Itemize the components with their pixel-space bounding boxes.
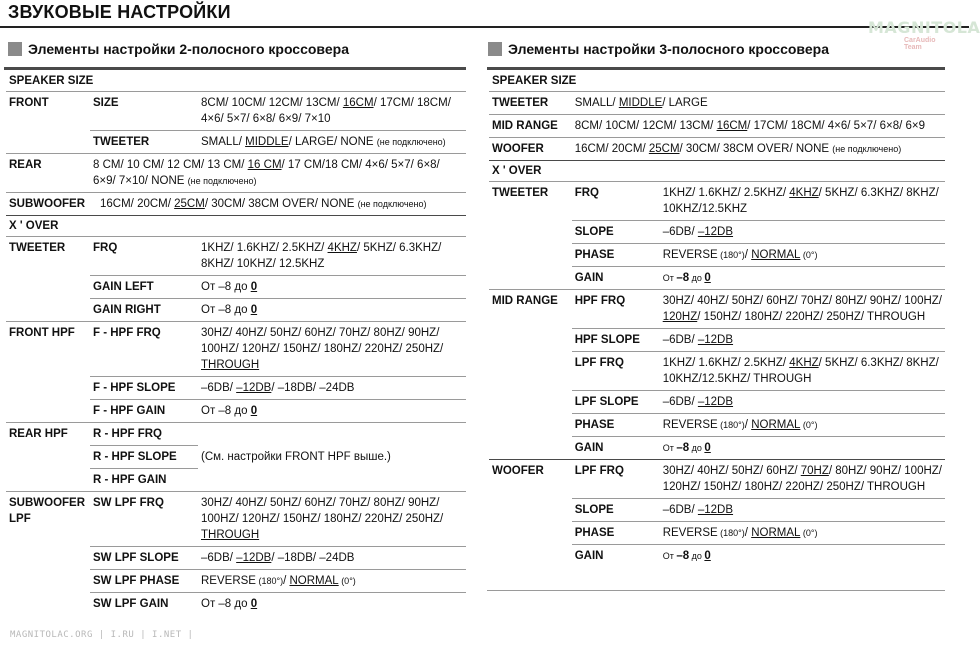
- row-woofer: WOOFER: [489, 138, 572, 161]
- table-row: [489, 92, 945, 115]
- table-row: [6, 237, 466, 276]
- right-section-heading: [488, 41, 829, 57]
- row-rear-hpf: REAR HPF: [6, 423, 90, 492]
- value-phase: REVERSE (180°)/ NORMAL (0°): [660, 522, 945, 545]
- value-f-hpf-gain: От –8 до 0: [198, 400, 466, 423]
- value-f-hpf-slope: –6DB/ –12DB/ –18DB/ –24DB: [198, 377, 466, 400]
- param-hpf-frq: HPF FRQ: [572, 290, 660, 329]
- row-subwoofer-lpf: SUBWOOFER LPF: [6, 492, 90, 616]
- value-tweeter: SMALL/ MIDDLE/ LARGE: [572, 92, 945, 115]
- param-phase: PHASE: [572, 522, 660, 545]
- two-way-crossover-table: [6, 71, 466, 615]
- site-logo: [868, 18, 980, 52]
- value-subwoofer: 16CM/ 20CM/ 25CM/ 30CM/ 38CM OVER/ NONE (не подключено): [90, 193, 466, 216]
- left-heading-text: Элементы настройки 2-полосного кроссовера: [28, 41, 349, 57]
- watermark: MAGNITOLAC.ORG | I.RU | I.NET |: [10, 630, 194, 640]
- value-woofer-lpf-frq: 30HZ/ 40HZ/ 50HZ/ 60HZ/ 70HZ/ 80HZ/ 90HZ/ 100HZ/ 120HZ/ 150HZ/ 180HZ/ 220HZ/ 250HZ/ THROUGH: [660, 460, 945, 499]
- param-frq: FRQ: [572, 182, 660, 221]
- param-r-hpf-gain: R - HPF GAIN: [90, 469, 198, 492]
- group-speaker-size: SPEAKER SIZE: [492, 75, 577, 87]
- heading-square-icon: [8, 42, 22, 56]
- param-hpf-slope: HPF SLOPE: [572, 329, 660, 352]
- right-heading-rule: [487, 67, 945, 70]
- param-sw-lpf-slope: SW LPF SLOPE: [90, 547, 198, 570]
- value-size: 8CM/ 10CM/ 12CM/ 13CM/ 16CM/ 17CM/ 18CM/ 4×6/ 5×7/ 6×8/ 6×9/ 7×10: [198, 92, 466, 131]
- row-subwoofer: SUBWOOFER: [6, 193, 90, 216]
- value-gain: От –8 до 0: [660, 437, 945, 460]
- table-row: [6, 193, 466, 216]
- row-tweeter: TWEETER: [489, 92, 572, 115]
- table-row: [489, 182, 945, 221]
- param-sw-lpf-phase: SW LPF PHASE: [90, 570, 198, 593]
- value-sw-lpf-phase: REVERSE (180°)/ NORMAL (0°): [198, 570, 466, 593]
- param-size: SIZE: [90, 92, 198, 131]
- row-x-tweeter: TWEETER: [489, 182, 572, 290]
- table-row: [489, 115, 945, 138]
- param-f-hpf-gain: F - HPF GAIN: [90, 400, 198, 423]
- value-sw-lpf-slope: –6DB/ –12DB/ –18DB/ –24DB: [198, 547, 466, 570]
- value-gain-right: От –8 до 0: [198, 299, 466, 322]
- value-rear: 8 CM/ 10 CM/ 12 CM/ 13 CM/ 16 CM/ 17 CM/18 CM/ 4×6/ 5×7/ 6×8/ 6×9/ 7×10/ NONE (не подключено): [90, 154, 466, 193]
- row-front-hpf: FRONT HPF: [6, 322, 90, 423]
- param-gain-right: GAIN RIGHT: [90, 299, 198, 322]
- left-heading-rule: [4, 67, 466, 70]
- heading-square-icon: [488, 42, 502, 56]
- table-row: [489, 460, 945, 499]
- value-slope: –6DB/ –12DB: [660, 499, 945, 522]
- param-r-hpf-slope: R - HPF SLOPE: [90, 446, 198, 469]
- value-frq: 1KHZ/ 1.6KHZ/ 2.5KHZ/ 4KHZ/ 5KHZ/ 6.3KHZ/ 8KHZ/ 10KHZ/ 12.5KHZ: [198, 237, 466, 276]
- param-lpf-slope: LPF SLOPE: [572, 391, 660, 414]
- group-xover: X ' OVER: [6, 216, 466, 237]
- value-f-hpf-frq: 30HZ/ 40HZ/ 50HZ/ 60HZ/ 70HZ/ 80HZ/ 90HZ/ 100HZ/ 120HZ/ 150HZ/ 180HZ/ 220HZ/ 250HZ/ THROUGH: [198, 322, 466, 377]
- table-row: [6, 216, 466, 237]
- value-lpf-slope: –6DB/ –12DB: [660, 391, 945, 414]
- table-row: [489, 290, 945, 329]
- row-front: FRONT: [6, 92, 90, 154]
- title-divider: [0, 26, 969, 28]
- param-gain: GAIN: [572, 545, 660, 568]
- value-phase: REVERSE (180°)/ NORMAL (0°): [660, 414, 945, 437]
- table-row: [6, 322, 466, 377]
- group-xover: X ' OVER: [489, 161, 945, 182]
- param-gain: GAIN: [572, 267, 660, 290]
- table-row: [6, 92, 466, 131]
- table-row: [6, 423, 466, 446]
- param-sw-lpf-gain: SW LPF GAIN: [90, 593, 198, 616]
- value-gain: От –8 до 0: [660, 545, 945, 568]
- param-f-hpf-frq: F - HPF FRQ: [90, 322, 198, 377]
- param-gain: GAIN: [572, 437, 660, 460]
- row-rear: REAR: [6, 154, 90, 193]
- param-phase: PHASE: [572, 414, 660, 437]
- logo-text: MAGNITOLA: [868, 18, 980, 37]
- value-frq: 1KHZ/ 1.6KHZ/ 2.5KHZ/ 4KHZ/ 5KHZ/ 6.3KHZ/ 8KHZ/ 10KHZ/12.5KHZ: [660, 182, 945, 221]
- table-row: [489, 71, 945, 92]
- value-sw-lpf-frq: 30HZ/ 40HZ/ 50HZ/ 60HZ/ 70HZ/ 80HZ/ 90HZ/ 100HZ/ 120HZ/ 150HZ/ 180HZ/ 220HZ/ 250HZ/ THROUGH: [198, 492, 466, 547]
- param-lpf-frq: LPF FRQ: [572, 460, 660, 499]
- table-row: [6, 492, 466, 547]
- param-phase: PHASE: [572, 244, 660, 267]
- row-tweeter: TWEETER: [6, 237, 90, 322]
- param-lpf-frq: LPF FRQ: [572, 352, 660, 391]
- param-r-hpf-frq: R - HPF FRQ: [90, 423, 198, 446]
- value-hpf-slope: –6DB/ –12DB: [660, 329, 945, 352]
- right-heading-text: Элементы настройки 3-полосного кроссовера: [508, 41, 829, 57]
- table-row: [489, 138, 945, 161]
- param-sw-lpf-frq: SW LPF FRQ: [90, 492, 198, 547]
- value-slope: –6DB/ –12DB: [660, 221, 945, 244]
- page-title: ЗВУКОВЫЕ НАСТРОЙКИ: [8, 2, 231, 22]
- row-mid-range: MID RANGE: [489, 115, 572, 138]
- value-gain-left: От –8 до 0: [198, 276, 466, 299]
- left-section-heading: [8, 41, 349, 57]
- row-x-mid-range: MID RANGE: [489, 290, 572, 460]
- group-speaker-size: SPEAKER SIZE: [9, 75, 94, 87]
- logo-subtext: CarAudio Team: [904, 37, 936, 51]
- value-lpf-frq: 1KHZ/ 1.6KHZ/ 2.5KHZ/ 4KHZ/ 5KHZ/ 6.3KHZ/ 8KHZ/ 10KHZ/12.5KHZ/ THROUGH: [660, 352, 945, 391]
- param-slope: SLOPE: [572, 499, 660, 522]
- value-tweeter: SMALL/ MIDDLE/ LARGE/ NONE (не подключено): [198, 131, 466, 154]
- param-f-hpf-slope: F - HPF SLOPE: [90, 377, 198, 400]
- value-sw-lpf-gain: От –8 до 0: [198, 593, 466, 616]
- right-table-bottom-rule: [487, 590, 945, 591]
- param-gain-left: GAIN LEFT: [90, 276, 198, 299]
- three-way-crossover-table: [489, 71, 945, 567]
- param-tweeter: TWEETER: [90, 131, 198, 154]
- value-phase: REVERSE (180°)/ NORMAL (0°): [660, 244, 945, 267]
- value-gain: От –8 до 0: [660, 267, 945, 290]
- table-row: [6, 154, 466, 193]
- table-row: [489, 161, 945, 182]
- value-mid-range: 8CM/ 10CM/ 12CM/ 13CM/ 16CM/ 17CM/ 18CM/ 4×6/ 5×7/ 6×8/ 6×9: [572, 115, 945, 138]
- param-frq: FRQ: [90, 237, 198, 276]
- param-slope: SLOPE: [572, 221, 660, 244]
- value-see-front-hpf: (См. настройки FRONT HPF выше.): [198, 423, 466, 492]
- table-row: [6, 71, 466, 92]
- value-hpf-frq: 30HZ/ 40HZ/ 50HZ/ 60HZ/ 70HZ/ 80HZ/ 90HZ/ 100HZ/ 120HZ/ 150HZ/ 180HZ/ 220HZ/ 250HZ/ THROUGH: [660, 290, 945, 329]
- row-x-woofer: WOOFER: [489, 460, 572, 568]
- value-woofer: 16CM/ 20CM/ 25CM/ 30CM/ 38CM OVER/ NONE (не подключено): [572, 138, 945, 161]
